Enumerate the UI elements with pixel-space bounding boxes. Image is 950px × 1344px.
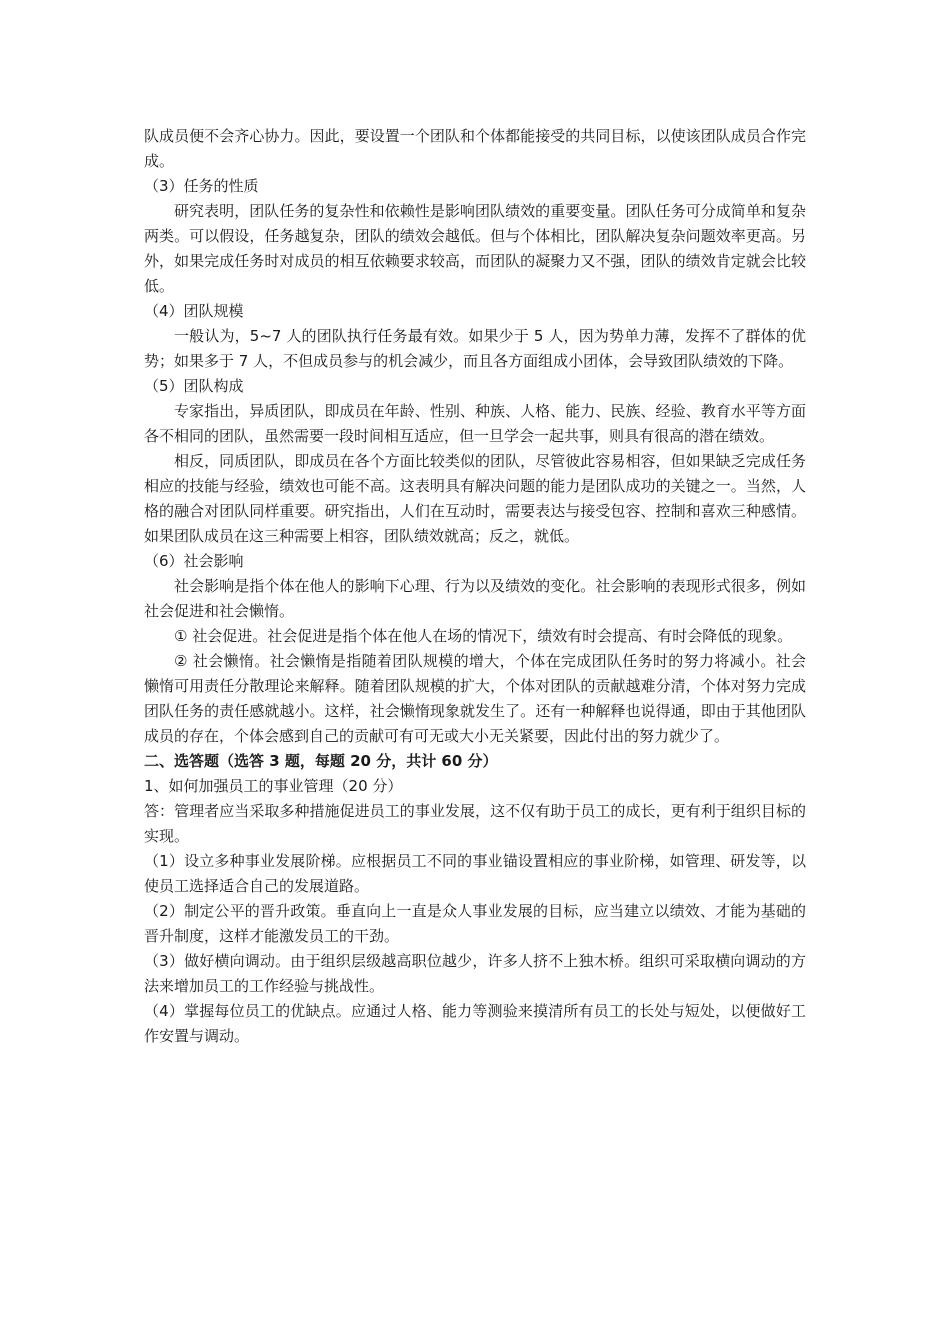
answer-1-point-1: （1）设立多种事业发展阶梯。应根据员工不同的事业锚设置相应的事业阶梯，如管理、研发等，以使员工选择适合自己的发展道路。 [144, 852, 806, 895]
paragraph-continuation: 队成员便不会齐心协力。因此，要设置一个团队和个体都能接受的共同目标，以使该团队成员合作完成。 [144, 127, 806, 170]
answer-1-point-3: （3）做好横向调动。由于组织层级越高职位越少，许多人挤不上独木桥。组织可采取横向调动的方法来增加员工的工作经验与挑战性。 [144, 952, 806, 995]
heading-task-nature: （3）任务的性质 [144, 177, 259, 195]
paragraph-team-size: 一般认为，5~7 人的团队执行任务最有效。如果少于 5 人，因为势单力薄，发挥不了群体的优势；如果多于 7 人，不但成员参与的机会减少，而且各方面组成小团体，会导致团队绩效的下降。 [144, 327, 806, 370]
paragraph-homogeneous-team: 相反，同质团队，即成员在各个方面比较类似的团队，尽管彼此容易相容，但如果缺乏完成任务相应的技能与经验，绩效也可能不高。这表明具有解决问题的能力是团队成功的关键之一。当然，人格的融合对团队同样重要。研究指出，人们在互动时，需要表达与接受包容、控制和喜欢三种感情。如果团队成员在这三种需要上相容，团队绩效就高；反之，就低。 [144, 452, 806, 545]
heading-social-influence: （6）社会影响 [144, 552, 244, 570]
paragraph-task-nature: 研究表明，团队任务的复杂性和依赖性是影响团队绩效的重要变量。团队任务可分成简单和复杂两类。可以假设，任务越复杂，团队的绩效会越低。但与个体相比，团队解决复杂问题效率更高。另外，如果完成任务时对成员的相互依赖要求较高，而团队的凝聚力又不强，团队的绩效肯定就会比较低。 [144, 202, 806, 295]
paragraph-heterogeneous-team: 专家指出，异质团队，即成员在年龄、性别、种族、人格、能力、民族、经验、教育水平等方面各不相同的团队，虽然需要一段时间相互适应，但一旦学会一起共事，则具有很高的潜在绩效。 [144, 402, 806, 445]
document-page [144, 124, 806, 1049]
section-title-elective: 二、选答题（选答 3 题，每题 20 分，共计 60 分） [144, 752, 498, 770]
question-1: 1、如何加强员工的事业管理（20 分） [144, 777, 403, 795]
paragraph-social-influence: 社会影响是指个体在他人的影响下心理、行为以及绩效的变化。社会影响的表现形式很多，例如社会促进和社会懒惰。 [144, 577, 806, 620]
paragraph-social-facilitation: ① 社会促进。社会促进是指个体在他人在场的情况下，绩效有时会提高、有时会降低的现象。 [174, 627, 793, 645]
heading-team-size: （4）团队规模 [144, 302, 244, 320]
answer-1-point-2: （2）制定公平的晋升政策。垂直向上一直是众人事业发展的目标，应当建立以绩效、才能为基础的晋升制度，这样才能激发员工的干劲。 [144, 902, 806, 945]
heading-team-composition: （5）团队构成 [144, 377, 244, 395]
paragraph-social-loafing: ② 社会懒惰。社会懒惰是指随着团队规模的增大，个体在完成团队任务时的努力将减小。社会懒惰可用责任分散理论来解释。随着团队规模的扩大，个体对团队的贡献越难分清，个体对努力完成团队任务的责任感就越小。这样，社会懒惰现象就发生了。还有一种解释也说得通，即由于其他团队成员的存在，个体会感到自己的贡献可有可无或大小无关紧要，因此付出的努力就少了。 [144, 652, 806, 745]
answer-1-intro: 答：管理者应当采取多种措施促进员工的事业发展，这不仅有助于员工的成长，更有利于组织目标的实现。 [144, 802, 806, 845]
answer-1-point-4: （4）掌握每位员工的优缺点。应通过人格、能力等测验来摸清所有员工的长处与短处，以便做好工作安置与调动。 [144, 1002, 806, 1045]
